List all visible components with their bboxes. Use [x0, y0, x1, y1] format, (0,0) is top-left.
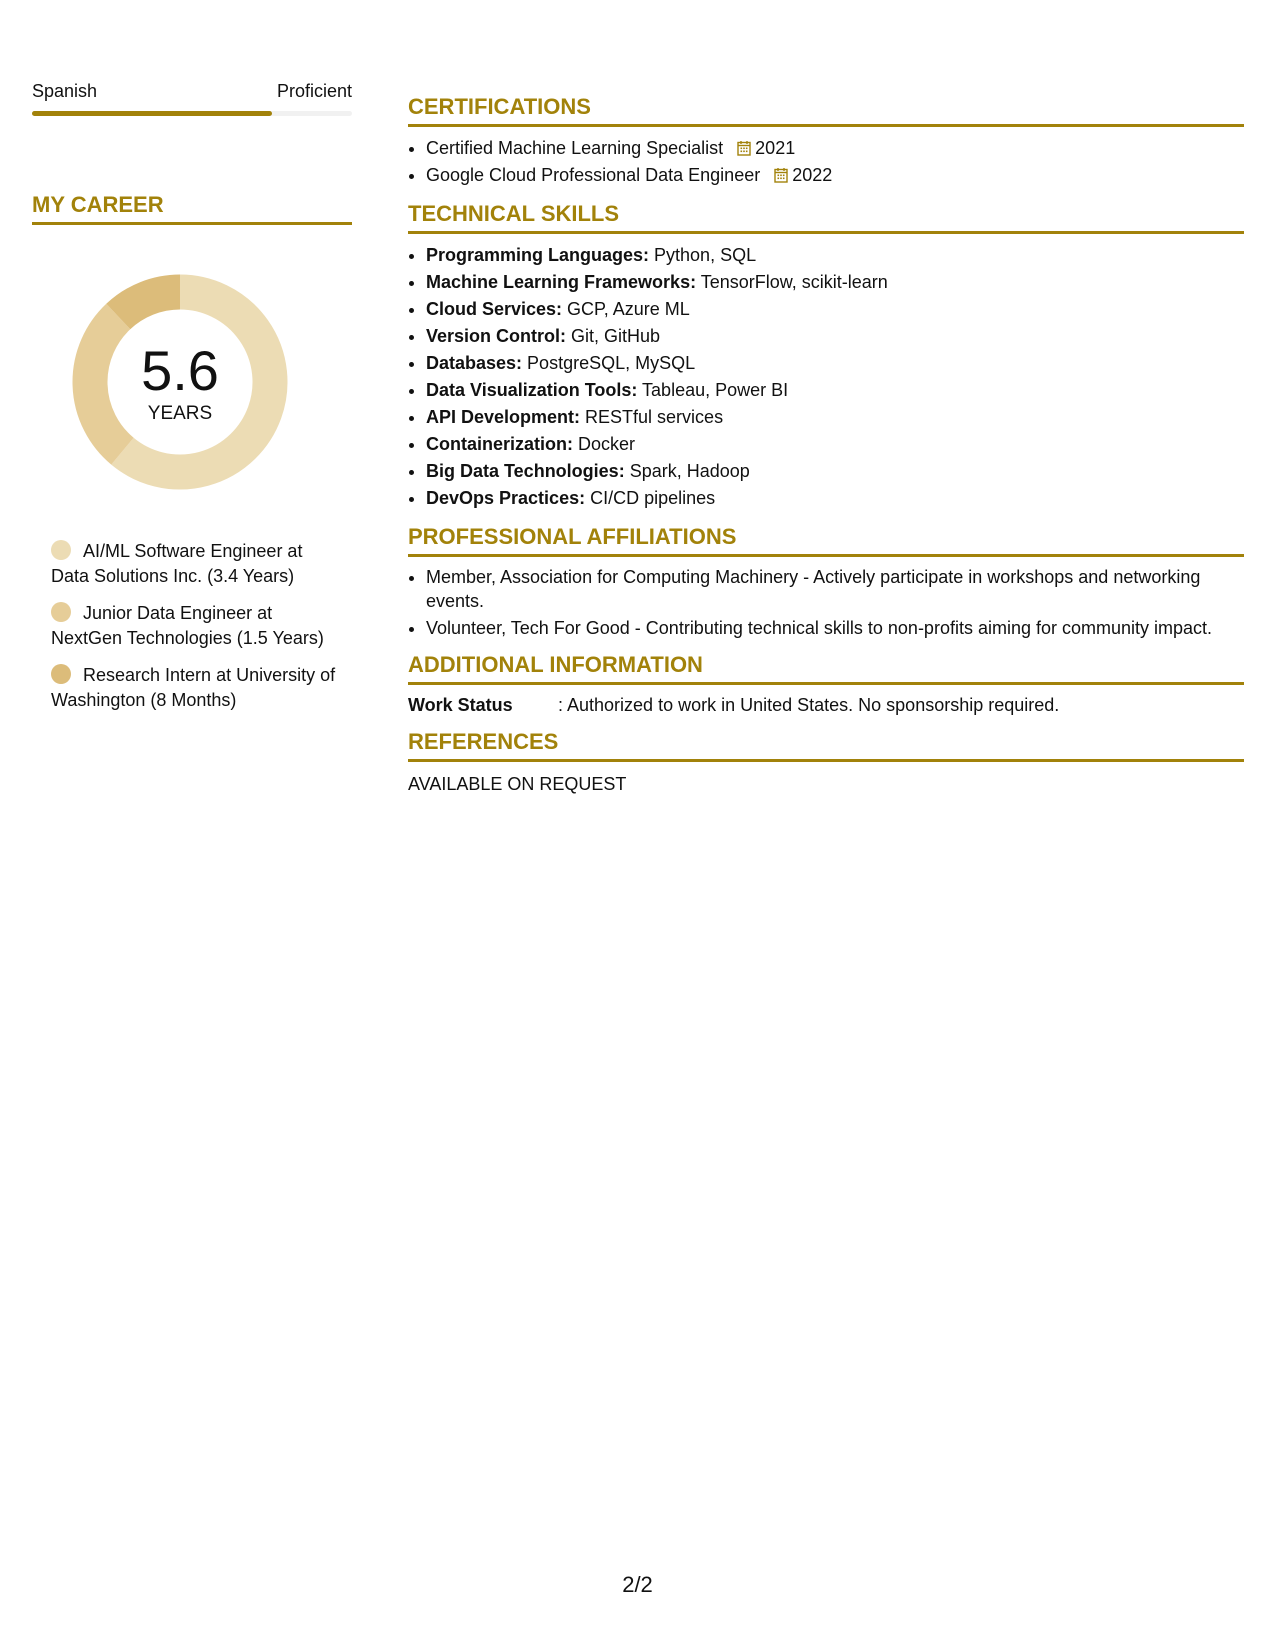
career-legend-item — [51, 601, 336, 651]
affiliations-section — [408, 524, 1244, 640]
skill-label: Big Data Technologies: — [426, 461, 625, 481]
skill-item — [426, 485, 1244, 512]
affiliations-list — [408, 565, 1244, 640]
career-legend-item — [51, 663, 336, 713]
certification-year: 2021 — [755, 138, 796, 158]
affiliations-title: PROFESSIONAL AFFILIATIONS — [408, 524, 1244, 557]
language-level: Proficient — [276, 81, 352, 101]
skills-section — [408, 201, 1244, 512]
certifications-section — [408, 94, 1244, 189]
certifications-list — [408, 135, 1244, 189]
skill-value: Python, SQL — [649, 245, 757, 265]
affiliation-item: • Member, Association for Computing Machinery - Actively participate in workshops and networking events. — [426, 565, 1244, 613]
skill-label: Containerization: — [426, 434, 573, 454]
skill-value: RESTful services — [580, 407, 724, 427]
language-row — [32, 80, 352, 102]
career-donut-chart — [67, 269, 293, 495]
work-status-row — [408, 693, 1244, 717]
affiliation-item: • Volunteer, Tech For Good - Contributing technical skills to non-profits aiming for community impact. — [426, 616, 1244, 640]
certification-name: Google Cloud Professional Data Engineer — [426, 165, 761, 185]
work-status-label: Work Status — [408, 695, 513, 715]
skill-label: Machine Learning Frameworks: — [426, 272, 697, 292]
skill-item — [426, 431, 1244, 458]
skill-item — [426, 404, 1244, 431]
skill-item — [426, 323, 1244, 350]
skill-value: Docker — [573, 434, 636, 454]
references-section — [408, 729, 1244, 796]
career-legend-item — [51, 539, 336, 589]
main-content — [408, 94, 1244, 808]
skill-value: GCP, Azure ML — [562, 299, 690, 319]
skill-value: CI/CD pipelines — [585, 488, 716, 508]
skill-value: Tableau, Power BI — [637, 380, 789, 400]
career-legend — [32, 539, 352, 713]
certification-name: Certified Machine Learning Specialist — [426, 138, 724, 158]
additional-info-section — [408, 652, 1244, 717]
skill-label: API Development: — [426, 407, 581, 427]
skill-value: Spark, Hadoop — [624, 461, 750, 481]
skill-label: Version Control: — [426, 326, 567, 346]
language-proficiency-bar — [32, 111, 352, 116]
career-section-title: MY CAREER — [32, 192, 352, 225]
language-name: Spanish — [32, 81, 98, 101]
skills-list — [408, 242, 1244, 512]
skill-item — [426, 242, 1244, 269]
legend-dot-icon — [51, 540, 71, 560]
skill-label: Data Visualization Tools: — [426, 380, 638, 400]
references-title: REFERENCES — [408, 729, 1244, 762]
skill-label: Programming Languages: — [426, 245, 650, 265]
legend-dot-icon — [51, 602, 71, 622]
sidebar — [32, 80, 352, 725]
skill-label: Cloud Services: — [426, 299, 563, 319]
certification-item — [426, 162, 1244, 189]
skills-title: TECHNICAL SKILLS — [408, 201, 1244, 234]
career-legend-label: AI/ML Software Engineer at Data Solutions Inc. (3.4 Years) — [51, 541, 303, 586]
additional-info-title: ADDITIONAL INFORMATION — [408, 652, 1244, 685]
legend-dot-icon — [51, 664, 71, 684]
work-status-value: : Authorized to work in United States. No sponsorship required. — [558, 695, 1060, 715]
skill-value: Git, GitHub — [566, 326, 661, 346]
certification-item — [426, 135, 1244, 162]
skill-item — [426, 269, 1244, 296]
references-text: AVAILABLE ON REQUEST — [408, 774, 627, 794]
calendar-icon — [737, 140, 751, 156]
skill-item — [426, 377, 1244, 404]
career-donut-center — [67, 269, 293, 495]
skill-item — [426, 296, 1244, 323]
certifications-title: CERTIFICATIONS — [408, 94, 1244, 127]
skill-item — [426, 458, 1244, 485]
skill-label: DevOps Practices: — [426, 488, 586, 508]
certification-year: 2022 — [792, 165, 833, 185]
skill-label: Databases: — [426, 353, 523, 373]
skill-item — [426, 350, 1244, 377]
language-proficiency-fill — [32, 111, 272, 116]
career-total-years: 5.6 — [141, 339, 219, 402]
calendar-icon — [774, 167, 788, 183]
page-number: 2/2 — [622, 1572, 653, 1597]
career-total-unit: YEARS — [147, 403, 213, 424]
skill-value: TensorFlow, scikit-learn — [696, 272, 888, 292]
skill-value: PostgreSQL, MySQL — [522, 353, 696, 373]
career-legend-label: Junior Data Engineer at NextGen Technologies (1.5 Years) — [51, 603, 324, 648]
career-legend-label: Research Intern at University of Washington (8 Months) — [51, 665, 336, 710]
